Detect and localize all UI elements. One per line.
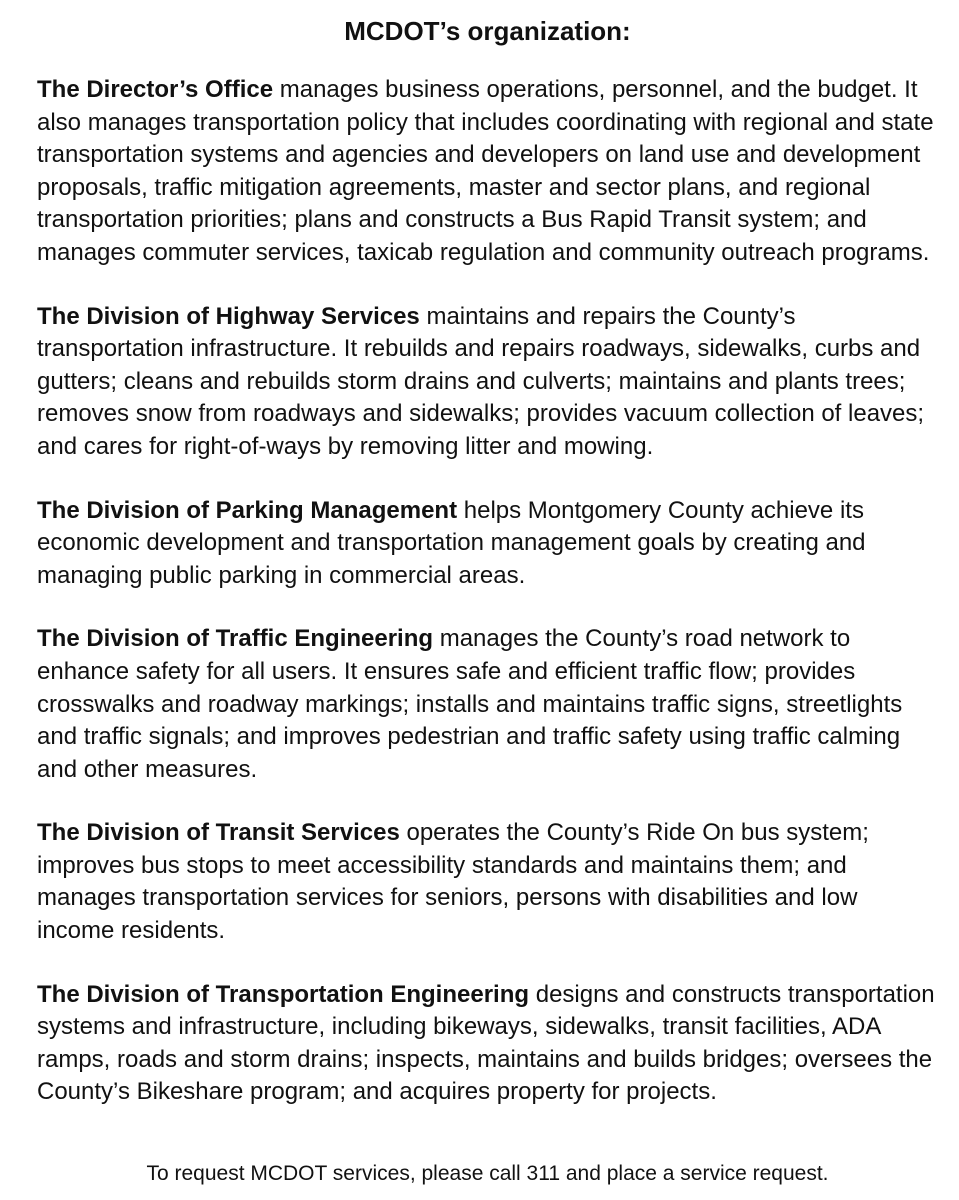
paragraph-directors-office	[37, 74, 938, 270]
section-heading-transit-services: The Division of Transit Services	[37, 819, 400, 847]
section-body-directors-office: manages business operations, personnel, and the budget. It also manages transportation policy that includes coordinating with regional and state transportation systems and agencies and developers on land use and development proposals, traffic mitigation agreements, master and sector plans, and regional transportation priorities; plans and constructs a Bus Rapid Transit system; and manages commuter services, taxicab regulation and community outreach programs.	[37, 76, 934, 266]
paragraph-transit-services	[37, 817, 938, 947]
footer-note: To request MCDOT services, please call 311 and place a service request.	[146, 1162, 829, 1186]
paragraph-parking-management	[37, 495, 938, 593]
section-body-parking-management: helps Montgomery County achieve its economic development and transportation management goals by creating and managing public parking in commercial areas.	[37, 496, 866, 589]
sections	[37, 74, 938, 1109]
paragraph-transportation-engineering	[37, 979, 938, 1109]
section-body-traffic-engineering: manages the County’s road network to enhance safety for all users. It ensures safe and efficient traffic flow; provides crosswalks and roadway markings; installs and maintains traffic signs, streetlights and traffic signals; and improves pedestrian and traffic safety using traffic calming and other measures.	[37, 625, 903, 783]
section-heading-traffic-engineering: The Division of Traffic Engineering	[37, 625, 434, 653]
section-heading-parking-management: The Division of Parking Management	[37, 496, 458, 524]
page-title: MCDOT’s organization:	[344, 16, 631, 46]
paragraph-traffic-engineering	[37, 623, 938, 786]
section-heading-transportation-engineering: The Division of Transportation Engineering	[37, 980, 530, 1008]
section-heading-highway-services: The Division of Highway Services	[37, 302, 420, 330]
section-body-transportation-engineering: designs and constructs transportation systems and infrastructure, including bikeways, sidewalks, transit facilities, ADA ramps, roads and storm drains; inspects, maintains and builds bridges; oversees the County’s Bikeshare program; and acquires property for projects.	[37, 980, 935, 1106]
section-body-transit-services: operates the County’s Ride On bus system; improves bus stops to meet accessibility standards and maintains them; and manages transportation services for seniors, persons with disabilities and low income residents.	[37, 819, 869, 945]
section-body-highway-services: maintains and repairs the County’s transportation infrastructure. It rebuilds and repairs roadways, sidewalks, curbs and gutters; cleans and rebuilds storm drains and culverts; maintains and plants trees; removes snow from roadways and sidewalks; provides vacuum collection of leaves; and cares for right-of-ways by removing litter and mowing.	[37, 302, 925, 460]
paragraph-highway-services	[37, 301, 938, 464]
section-heading-directors-office: The Director’s Office	[37, 76, 274, 103]
